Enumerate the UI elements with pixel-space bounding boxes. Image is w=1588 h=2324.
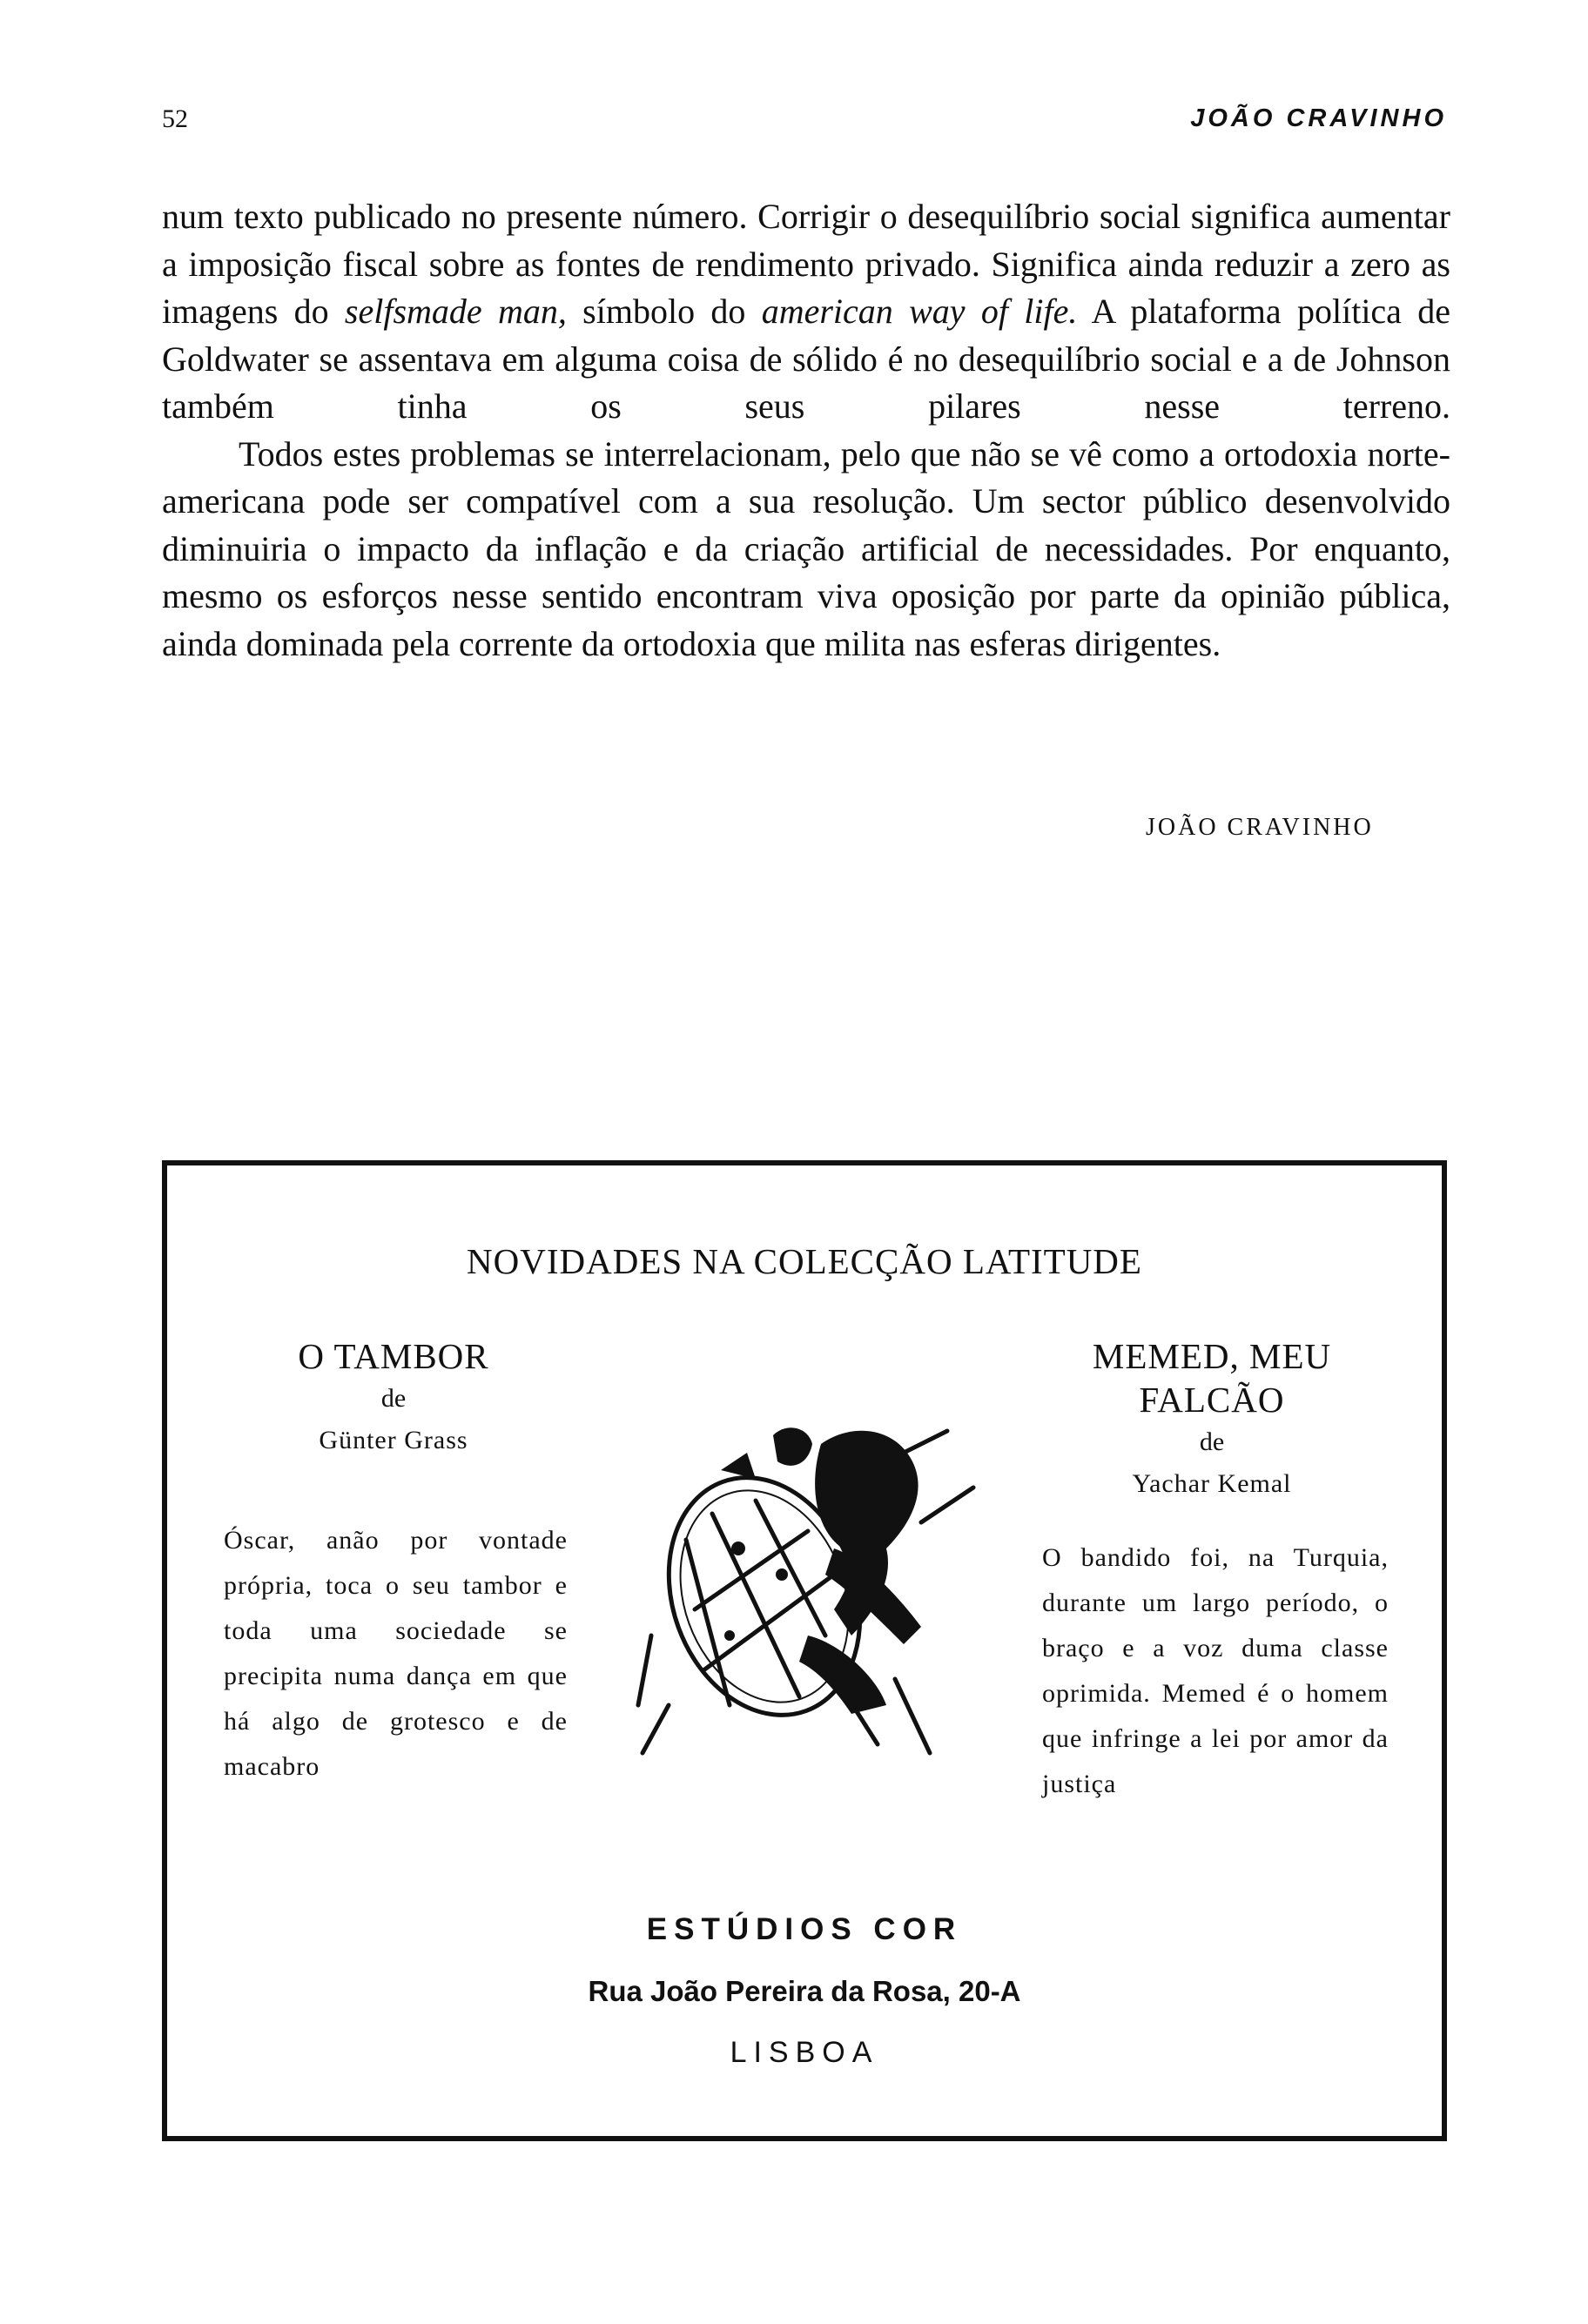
publisher-name: ESTÚDIOS COR [646, 1912, 963, 1946]
book-title: MEMED, MEU FALCÃO [1092, 1336, 1332, 1420]
paragraph: Todos estes problemas se interrelacionam, pelo que não se vê como a ortodoxia norte-americana pode ser compatível com a sua resolução. Um sector público desenvolvido diminuiria o impacto da inflação e da criação artificial de necessidades. Por enquanto, mesmo os esforços nesse sentido encontram viva oposição por parte da opinião pública, ainda dominada pela corrente da ortodoxia que milita nas esferas dirigentes. [162, 433, 1450, 663]
book-de: de [380, 1384, 407, 1413]
book-de: de [1199, 1427, 1225, 1456]
book-author: Yachar Kemal [1132, 1469, 1292, 1498]
paragraph: num texto publicado no presente número. Corrigir o desequilíbrio social significa aumentar a imposição fiscal sobre as fontes de rendimento privado. Significa ainda reduzir a zero as imagens do selfsmade man, símbolo do american way of life. A plataforma política de Goldwater se assentava em alguma coisa de sólido é no desequilíbrio social e a de Johnson também tinha os seus pilares nesse terreno. [162, 197, 1450, 426]
running-title: JOÃO CRAVINHO [1190, 104, 1447, 132]
book-title: O TAMBOR [298, 1336, 489, 1376]
book-author: Günter Grass [319, 1426, 468, 1454]
book-left-description: Óscar, anão por vontade própria, toca o seu tambor e toda uma sociedade se precipita numa dança em que há algo de grotesco e de macabro [224, 1526, 568, 1781]
article-body [162, 193, 1450, 668]
book-left-heading [219, 1334, 568, 1461]
advert-title: NOVIDADES NA COLECÇÃO LATITUDE [467, 1241, 1142, 1281]
page-number: 52 [162, 104, 188, 133]
book-right-heading [1038, 1334, 1386, 1505]
publisher-address: Rua João Pereira da Rosa, 20-A [588, 1975, 1021, 2007]
book-right-description: O bandido foi, na Turquia, durante um largo período, o braço e a voz duma classe oprimida. Memed é o homem que infringe a lei por amor da justiça [1042, 1543, 1389, 1798]
author-signature: JOÃO CRAVINHO [1146, 814, 1374, 841]
publisher-city: LISBOA [730, 2036, 879, 2069]
drummer-illustration [634, 1418, 982, 1757]
advertisement-box [162, 1160, 1447, 2141]
